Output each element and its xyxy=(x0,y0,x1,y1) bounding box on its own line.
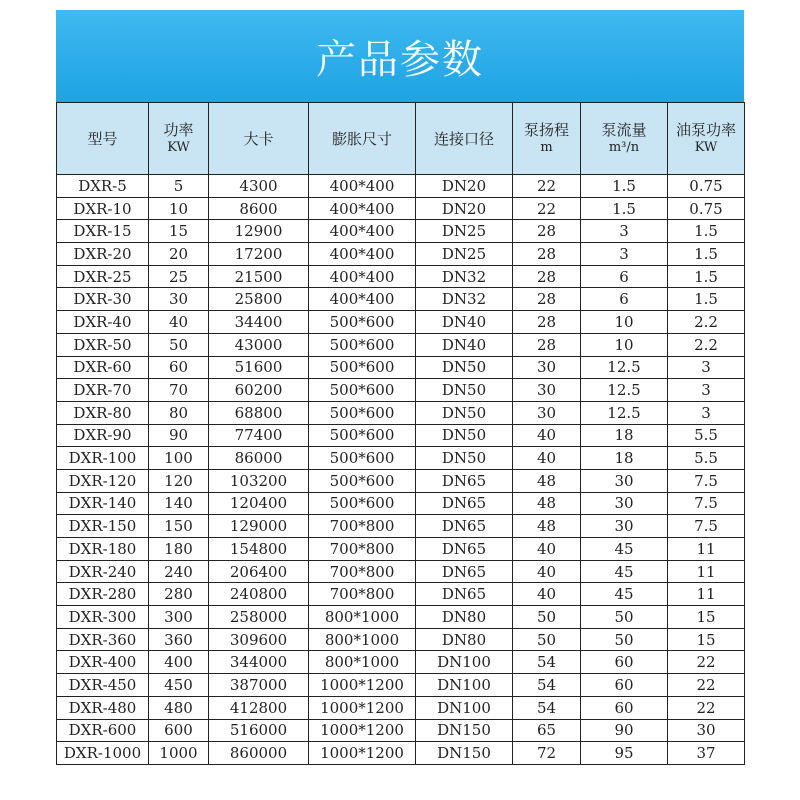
cell-connection-diameter: DN80 xyxy=(416,606,513,629)
cell-model: DXR-50 xyxy=(57,333,149,356)
cell-kcal: 258000 xyxy=(209,606,309,629)
cell-connection-diameter: DN150 xyxy=(416,719,513,742)
cell-kcal: 25800 xyxy=(209,288,309,311)
cell-oil-pump-power: 7.5 xyxy=(668,469,745,492)
cell-connection-diameter: DN150 xyxy=(416,742,513,765)
cell-model: DXR-15 xyxy=(57,220,149,243)
cell-pump-head: 40 xyxy=(513,424,581,447)
cell-power: 70 xyxy=(149,379,209,402)
table-header-row xyxy=(57,103,745,175)
cell-power: 50 xyxy=(149,333,209,356)
cell-model: DXR-25 xyxy=(57,265,149,288)
cell-pump-flow: 12.5 xyxy=(581,379,668,402)
cell-model: DXR-400 xyxy=(57,651,149,674)
cell-oil-pump-power: 11 xyxy=(668,538,745,561)
cell-oil-pump-power: 22 xyxy=(668,651,745,674)
cell-connection-diameter: DN100 xyxy=(416,674,513,697)
page-title: 产品参数 xyxy=(316,36,484,83)
cell-pump-flow: 60 xyxy=(581,674,668,697)
cell-pump-flow: 18 xyxy=(581,424,668,447)
table-row xyxy=(57,469,745,492)
cell-model: DXR-10 xyxy=(57,197,149,220)
table-row xyxy=(57,175,745,198)
table-row xyxy=(57,628,745,651)
cell-connection-diameter: DN20 xyxy=(416,197,513,220)
cell-kcal: 34400 xyxy=(209,311,309,334)
cell-pump-head: 28 xyxy=(513,288,581,311)
table-row xyxy=(57,651,745,674)
cell-kcal: 86000 xyxy=(209,447,309,470)
cell-connection-diameter: DN65 xyxy=(416,583,513,606)
cell-pump-head: 54 xyxy=(513,696,581,719)
cell-expansion-size: 500*600 xyxy=(309,401,416,424)
cell-oil-pump-power: 11 xyxy=(668,560,745,583)
cell-expansion-size: 500*600 xyxy=(309,333,416,356)
cell-pump-flow: 30 xyxy=(581,469,668,492)
cell-connection-diameter: DN50 xyxy=(416,447,513,470)
cell-connection-diameter: DN50 xyxy=(416,424,513,447)
table-row xyxy=(57,674,745,697)
table-row xyxy=(57,379,745,402)
cell-pump-flow: 3 xyxy=(581,243,668,266)
cell-power: 10 xyxy=(149,197,209,220)
cell-connection-diameter: DN65 xyxy=(416,515,513,538)
cell-pump-head: 28 xyxy=(513,333,581,356)
cell-power: 25 xyxy=(149,265,209,288)
cell-pump-flow: 1.5 xyxy=(581,197,668,220)
header-pump-flow: 泵流量 m³/n xyxy=(581,103,668,175)
cell-pump-head: 30 xyxy=(513,401,581,424)
table-row xyxy=(57,742,745,765)
cell-oil-pump-power: 5.5 xyxy=(668,424,745,447)
cell-pump-head: 40 xyxy=(513,447,581,470)
cell-expansion-size: 700*800 xyxy=(309,560,416,583)
cell-pump-flow: 12.5 xyxy=(581,356,668,379)
cell-expansion-size: 500*600 xyxy=(309,424,416,447)
cell-power: 5 xyxy=(149,175,209,198)
cell-expansion-size: 500*600 xyxy=(309,492,416,515)
cell-expansion-size: 800*1000 xyxy=(309,628,416,651)
cell-kcal: 240800 xyxy=(209,583,309,606)
cell-power: 90 xyxy=(149,424,209,447)
table-row xyxy=(57,696,745,719)
cell-pump-flow: 45 xyxy=(581,538,668,561)
cell-pump-head: 54 xyxy=(513,674,581,697)
title-banner xyxy=(56,10,744,102)
cell-kcal: 51600 xyxy=(209,356,309,379)
cell-connection-diameter: DN25 xyxy=(416,243,513,266)
cell-model: DXR-120 xyxy=(57,469,149,492)
table-row xyxy=(57,197,745,220)
cell-model: DXR-450 xyxy=(57,674,149,697)
table-row xyxy=(57,333,745,356)
cell-connection-diameter: DN50 xyxy=(416,401,513,424)
cell-pump-flow: 60 xyxy=(581,696,668,719)
cell-oil-pump-power: 22 xyxy=(668,696,745,719)
cell-power: 300 xyxy=(149,606,209,629)
cell-model: DXR-1000 xyxy=(57,742,149,765)
cell-model: DXR-300 xyxy=(57,606,149,629)
cell-power: 140 xyxy=(149,492,209,515)
cell-power: 450 xyxy=(149,674,209,697)
cell-model: DXR-80 xyxy=(57,401,149,424)
cell-model: DXR-90 xyxy=(57,424,149,447)
header-expansion-size: 膨胀尺寸 xyxy=(309,103,416,175)
cell-pump-head: 48 xyxy=(513,469,581,492)
cell-expansion-size: 500*600 xyxy=(309,356,416,379)
cell-kcal: 344000 xyxy=(209,651,309,674)
cell-pump-flow: 1.5 xyxy=(581,175,668,198)
cell-expansion-size: 1000*1200 xyxy=(309,719,416,742)
cell-oil-pump-power: 1.5 xyxy=(668,220,745,243)
cell-power: 1000 xyxy=(149,742,209,765)
cell-pump-head: 28 xyxy=(513,311,581,334)
cell-expansion-size: 400*400 xyxy=(309,265,416,288)
table-row xyxy=(57,719,745,742)
cell-expansion-size: 1000*1200 xyxy=(309,696,416,719)
cell-kcal: 8600 xyxy=(209,197,309,220)
cell-kcal: 120400 xyxy=(209,492,309,515)
cell-oil-pump-power: 7.5 xyxy=(668,492,745,515)
cell-model: DXR-600 xyxy=(57,719,149,742)
cell-connection-diameter: DN65 xyxy=(416,469,513,492)
cell-oil-pump-power: 3 xyxy=(668,379,745,402)
cell-pump-head: 28 xyxy=(513,265,581,288)
cell-kcal: 412800 xyxy=(209,696,309,719)
cell-oil-pump-power: 3 xyxy=(668,356,745,379)
cell-power: 80 xyxy=(149,401,209,424)
cell-expansion-size: 800*1000 xyxy=(309,651,416,674)
table-row xyxy=(57,583,745,606)
cell-power: 240 xyxy=(149,560,209,583)
cell-expansion-size: 400*400 xyxy=(309,175,416,198)
cell-kcal: 860000 xyxy=(209,742,309,765)
cell-pump-flow: 3 xyxy=(581,220,668,243)
cell-pump-flow: 6 xyxy=(581,288,668,311)
cell-expansion-size: 500*600 xyxy=(309,379,416,402)
cell-power: 480 xyxy=(149,696,209,719)
cell-power: 280 xyxy=(149,583,209,606)
cell-kcal: 60200 xyxy=(209,379,309,402)
table-row xyxy=(57,265,745,288)
cell-pump-head: 22 xyxy=(513,175,581,198)
cell-connection-diameter: DN65 xyxy=(416,492,513,515)
table-row xyxy=(57,492,745,515)
cell-model: DXR-5 xyxy=(57,175,149,198)
cell-connection-diameter: DN100 xyxy=(416,651,513,674)
cell-model: DXR-30 xyxy=(57,288,149,311)
cell-oil-pump-power: 0.75 xyxy=(668,175,745,198)
cell-power: 30 xyxy=(149,288,209,311)
cell-pump-flow: 45 xyxy=(581,583,668,606)
cell-connection-diameter: DN80 xyxy=(416,628,513,651)
cell-power: 60 xyxy=(149,356,209,379)
cell-power: 400 xyxy=(149,651,209,674)
cell-pump-head: 30 xyxy=(513,379,581,402)
cell-pump-flow: 10 xyxy=(581,311,668,334)
cell-oil-pump-power: 1.5 xyxy=(668,243,745,266)
table-row xyxy=(57,538,745,561)
cell-model: DXR-140 xyxy=(57,492,149,515)
cell-kcal: 129000 xyxy=(209,515,309,538)
cell-pump-flow: 12.5 xyxy=(581,401,668,424)
cell-power: 15 xyxy=(149,220,209,243)
table-body xyxy=(57,175,745,765)
cell-model: DXR-240 xyxy=(57,560,149,583)
cell-pump-flow: 50 xyxy=(581,628,668,651)
cell-power: 600 xyxy=(149,719,209,742)
cell-pump-flow: 50 xyxy=(581,606,668,629)
table-row xyxy=(57,288,745,311)
cell-pump-flow: 95 xyxy=(581,742,668,765)
cell-connection-diameter: DN25 xyxy=(416,220,513,243)
cell-expansion-size: 1000*1200 xyxy=(309,742,416,765)
cell-power: 360 xyxy=(149,628,209,651)
header-kcal: 大卡 xyxy=(209,103,309,175)
cell-kcal: 387000 xyxy=(209,674,309,697)
cell-expansion-size: 500*600 xyxy=(309,447,416,470)
cell-pump-head: 28 xyxy=(513,243,581,266)
cell-pump-flow: 18 xyxy=(581,447,668,470)
header-connection-diameter: 连接口径 xyxy=(416,103,513,175)
cell-connection-diameter: DN65 xyxy=(416,560,513,583)
cell-model: DXR-360 xyxy=(57,628,149,651)
table-row xyxy=(57,560,745,583)
cell-pump-head: 50 xyxy=(513,628,581,651)
cell-oil-pump-power: 2.2 xyxy=(668,333,745,356)
cell-kcal: 206400 xyxy=(209,560,309,583)
cell-kcal: 17200 xyxy=(209,243,309,266)
cell-power: 100 xyxy=(149,447,209,470)
table-row xyxy=(57,311,745,334)
cell-pump-head: 65 xyxy=(513,719,581,742)
cell-pump-head: 50 xyxy=(513,606,581,629)
cell-connection-diameter: DN100 xyxy=(416,696,513,719)
table-row xyxy=(57,424,745,447)
cell-pump-head: 28 xyxy=(513,220,581,243)
cell-model: DXR-20 xyxy=(57,243,149,266)
cell-pump-flow: 30 xyxy=(581,515,668,538)
cell-connection-diameter: DN32 xyxy=(416,288,513,311)
cell-oil-pump-power: 30 xyxy=(668,719,745,742)
cell-pump-head: 54 xyxy=(513,651,581,674)
cell-pump-head: 40 xyxy=(513,560,581,583)
cell-expansion-size: 500*600 xyxy=(309,469,416,492)
cell-kcal: 43000 xyxy=(209,333,309,356)
cell-expansion-size: 1000*1200 xyxy=(309,674,416,697)
cell-expansion-size: 700*800 xyxy=(309,515,416,538)
cell-connection-diameter: DN40 xyxy=(416,333,513,356)
cell-power: 120 xyxy=(149,469,209,492)
table-row xyxy=(57,401,745,424)
cell-kcal: 21500 xyxy=(209,265,309,288)
cell-oil-pump-power: 7.5 xyxy=(668,515,745,538)
cell-model: DXR-40 xyxy=(57,311,149,334)
cell-connection-diameter: DN50 xyxy=(416,356,513,379)
cell-expansion-size: 400*400 xyxy=(309,288,416,311)
cell-kcal: 12900 xyxy=(209,220,309,243)
cell-kcal: 4300 xyxy=(209,175,309,198)
table-row xyxy=(57,447,745,470)
cell-pump-head: 72 xyxy=(513,742,581,765)
cell-model: DXR-150 xyxy=(57,515,149,538)
cell-oil-pump-power: 15 xyxy=(668,628,745,651)
cell-expansion-size: 400*400 xyxy=(309,197,416,220)
cell-oil-pump-power: 1.5 xyxy=(668,288,745,311)
header-oil-pump-power: 油泵功率 KW xyxy=(668,103,745,175)
cell-oil-pump-power: 2.2 xyxy=(668,311,745,334)
cell-connection-diameter: DN65 xyxy=(416,538,513,561)
cell-pump-flow: 10 xyxy=(581,333,668,356)
cell-oil-pump-power: 37 xyxy=(668,742,745,765)
cell-expansion-size: 700*800 xyxy=(309,583,416,606)
cell-kcal: 309600 xyxy=(209,628,309,651)
cell-pump-head: 22 xyxy=(513,197,581,220)
table-row xyxy=(57,606,745,629)
cell-connection-diameter: DN32 xyxy=(416,265,513,288)
header-power: 功率 KW xyxy=(149,103,209,175)
cell-kcal: 154800 xyxy=(209,538,309,561)
cell-kcal: 68800 xyxy=(209,401,309,424)
cell-pump-flow: 60 xyxy=(581,651,668,674)
cell-pump-head: 48 xyxy=(513,515,581,538)
header-pump-head: 泵扬程 m xyxy=(513,103,581,175)
cell-kcal: 516000 xyxy=(209,719,309,742)
cell-pump-head: 40 xyxy=(513,583,581,606)
cell-pump-flow: 90 xyxy=(581,719,668,742)
cell-pump-head: 30 xyxy=(513,356,581,379)
cell-expansion-size: 700*800 xyxy=(309,538,416,561)
cell-pump-head: 40 xyxy=(513,538,581,561)
cell-connection-diameter: DN50 xyxy=(416,379,513,402)
cell-connection-diameter: DN40 xyxy=(416,311,513,334)
cell-expansion-size: 500*600 xyxy=(309,311,416,334)
cell-oil-pump-power: 5.5 xyxy=(668,447,745,470)
cell-model: DXR-70 xyxy=(57,379,149,402)
cell-oil-pump-power: 15 xyxy=(668,606,745,629)
table-row xyxy=(57,243,745,266)
cell-power: 180 xyxy=(149,538,209,561)
cell-model: DXR-480 xyxy=(57,696,149,719)
cell-pump-flow: 6 xyxy=(581,265,668,288)
table-row xyxy=(57,356,745,379)
cell-kcal: 77400 xyxy=(209,424,309,447)
spec-table xyxy=(56,102,745,765)
cell-oil-pump-power: 22 xyxy=(668,674,745,697)
cell-model: DXR-180 xyxy=(57,538,149,561)
cell-oil-pump-power: 3 xyxy=(668,401,745,424)
cell-connection-diameter: DN20 xyxy=(416,175,513,198)
cell-oil-pump-power: 1.5 xyxy=(668,265,745,288)
table-row xyxy=(57,220,745,243)
cell-model: DXR-60 xyxy=(57,356,149,379)
cell-expansion-size: 400*400 xyxy=(309,243,416,266)
cell-pump-head: 48 xyxy=(513,492,581,515)
cell-power: 40 xyxy=(149,311,209,334)
cell-oil-pump-power: 0.75 xyxy=(668,197,745,220)
cell-oil-pump-power: 11 xyxy=(668,583,745,606)
cell-pump-flow: 30 xyxy=(581,492,668,515)
header-model: 型号 xyxy=(57,103,149,175)
cell-expansion-size: 400*400 xyxy=(309,220,416,243)
table-row xyxy=(57,515,745,538)
cell-power: 150 xyxy=(149,515,209,538)
cell-pump-flow: 45 xyxy=(581,560,668,583)
cell-power: 20 xyxy=(149,243,209,266)
cell-expansion-size: 800*1000 xyxy=(309,606,416,629)
cell-model: DXR-280 xyxy=(57,583,149,606)
cell-kcal: 103200 xyxy=(209,469,309,492)
cell-model: DXR-100 xyxy=(57,447,149,470)
